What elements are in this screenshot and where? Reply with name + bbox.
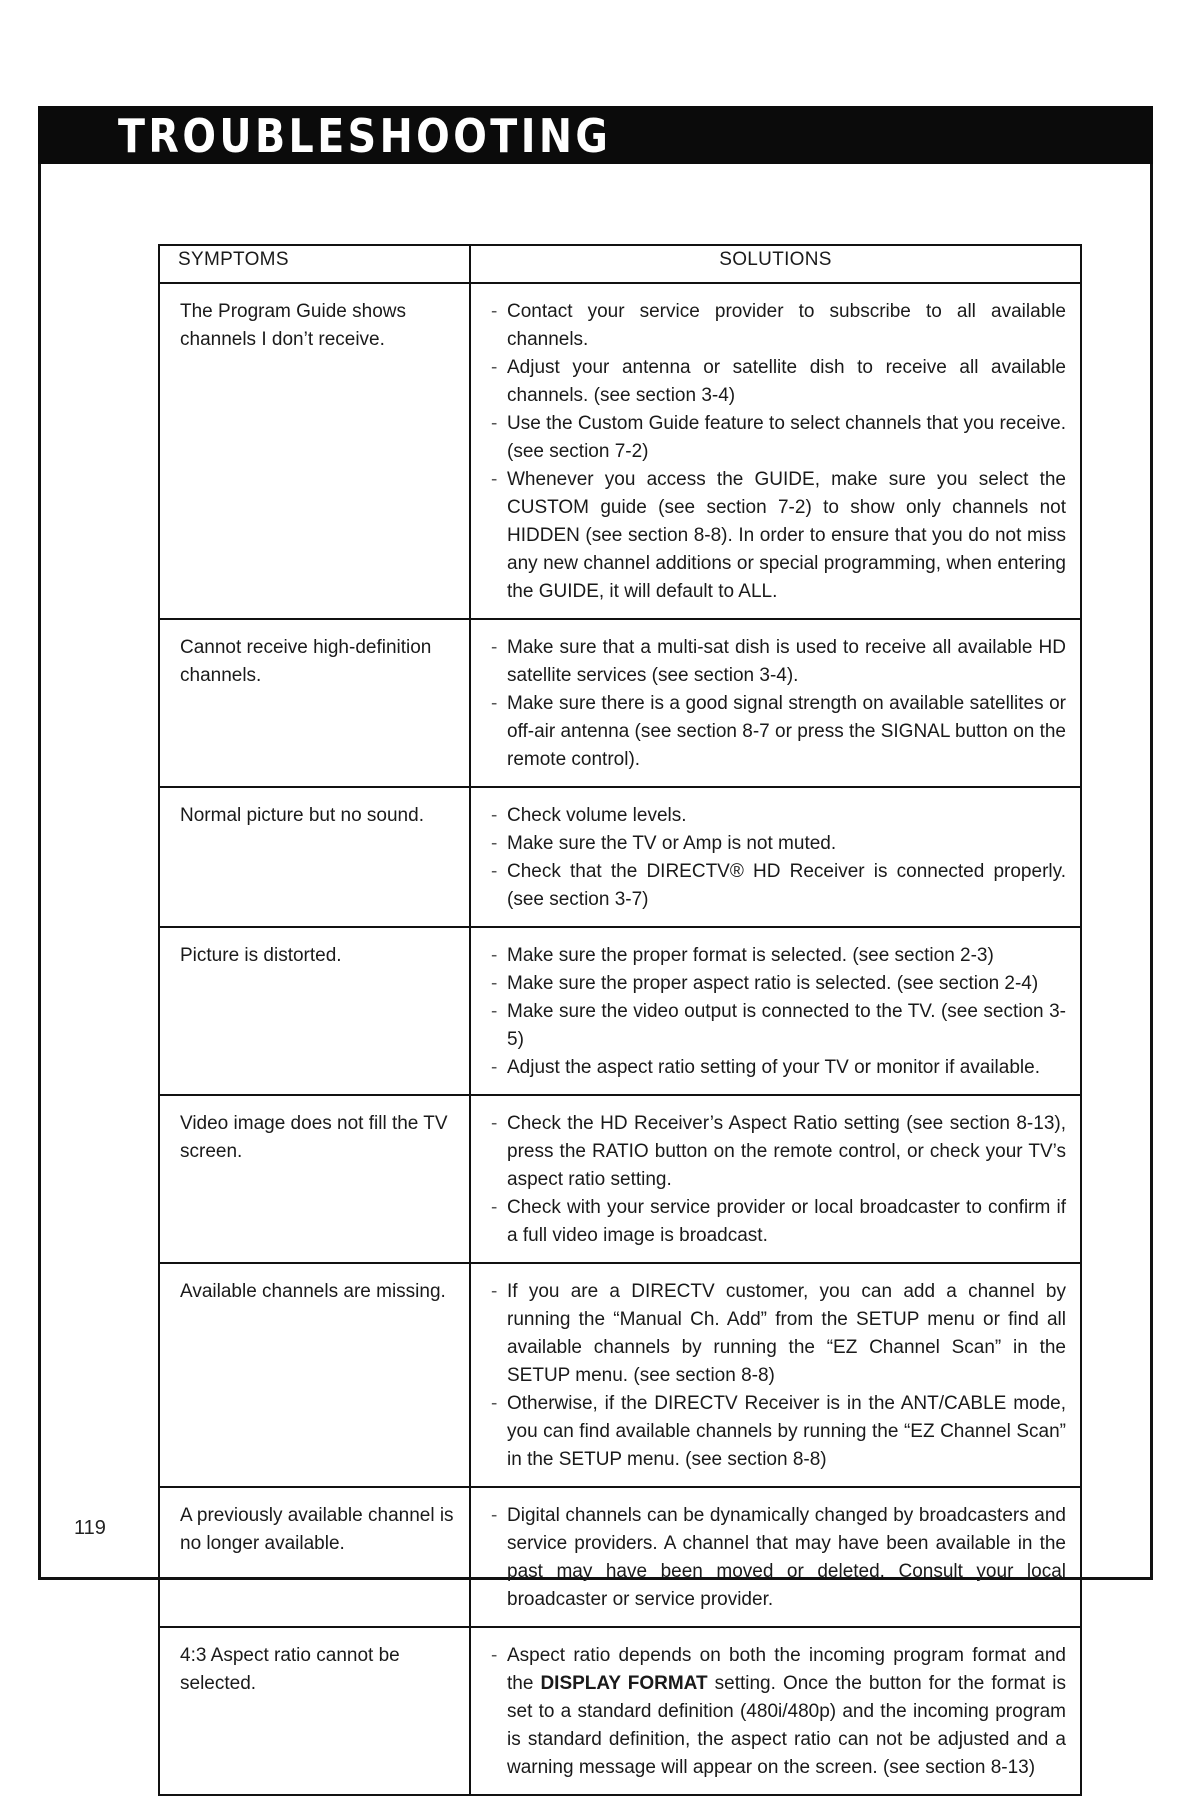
solution-item: - Check the HD Receiver’s Aspect Ratio setting (see section 8-13), press the RATIO button on the remote control, or check your TV’s aspect ratio setting. <box>491 1110 1066 1194</box>
table-header-row <box>159 245 1081 283</box>
solution-item: - Check volume levels. <box>491 802 1066 830</box>
symptom-cell: Video image does not fill the TV screen. <box>159 1095 470 1263</box>
symptom-cell: Cannot receive high-definition channels. <box>159 619 470 787</box>
solution-item: - Make sure that a multi-sat dish is used to receive all available HD satellite services (see section 3-4). <box>491 634 1066 690</box>
solution-cell <box>470 1263 1081 1487</box>
solution-cell <box>470 1095 1081 1263</box>
display-format-emphasis: DISPLAY FORMAT <box>540 1673 708 1694</box>
solution-text-after: setting. Once the button for the format is set to a standard definition (480i/480p) and the incoming program is standard definition, the aspect ratio can not be adjusted and a warning message will appear on the screen. (see section 8-13) <box>507 1673 1066 1778</box>
table-row <box>159 1263 1081 1487</box>
solution-item: - Make sure the TV or Amp is not muted. <box>491 830 1066 858</box>
solution-cell <box>470 787 1081 927</box>
solution-item: - Adjust the aspect ratio setting of your TV or monitor if available. <box>491 1054 1066 1082</box>
solution-item: - Whenever you access the GUIDE, make sure you select the CUSTOM guide (see section 7-2) to show only channels not HIDDEN (see section 8-8). In order to ensure that you do not miss any new channel additions or special programming, when entering the GUIDE, it will default to ALL. <box>491 466 1066 606</box>
solution-cell <box>470 283 1081 619</box>
table-row <box>159 619 1081 787</box>
troubleshooting-table <box>158 244 1082 1796</box>
solution-item: - If you are a DIRECTV customer, you can add a channel by running the “Manual Ch. Add” from the SETUP menu or find all available channels by running the “EZ Channel Scan” in the SETUP menu. (see section 8-8) <box>491 1278 1066 1390</box>
solution-item <box>491 1642 1066 1782</box>
table-row <box>159 787 1081 927</box>
symptom-cell: Picture is distorted. <box>159 927 470 1095</box>
solution-item: - Adjust your antenna or satellite dish to receive all available channels. (see section 3-4) <box>491 354 1066 410</box>
solution-text-before: Aspect ratio depends on both the incoming program format and the <box>507 1645 1066 1694</box>
page-title: TROUBLESHOOTING <box>118 109 612 163</box>
solution-item: - Check that the DIRECTV® HD Receiver is connected properly. (see section 3-7) <box>491 858 1066 914</box>
table-row <box>159 1627 1081 1795</box>
symptom-cell: A previously available channel is no longer available. <box>159 1487 470 1627</box>
solution-item: - Check with your service provider or local broadcaster to confirm if a full video image is broadcast. <box>491 1194 1066 1250</box>
solution-item: - Make sure the proper aspect ratio is selected. (see section 2-4) <box>491 970 1066 998</box>
symptom-cell: The Program Guide shows channels I don’t receive. <box>159 283 470 619</box>
table-row <box>159 283 1081 619</box>
symptoms-header: SYMPTOMS <box>159 245 470 283</box>
solution-cell <box>470 927 1081 1095</box>
solution-item: - Make sure the proper format is selected. (see section 2-3) <box>491 942 1066 970</box>
table-row <box>159 1095 1081 1263</box>
table-row <box>159 1487 1081 1627</box>
solution-item: - Make sure there is a good signal strength on available satellites or off-air antenna (see section 8-7 or press the SIGNAL button on the remote control). <box>491 690 1066 774</box>
page-number: 119 <box>74 1517 106 1539</box>
solution-cell <box>470 1487 1081 1627</box>
table-row <box>159 927 1081 1095</box>
solution-item: - Use the Custom Guide feature to select channels that you receive. (see section 7-2) <box>491 410 1066 466</box>
symptom-cell: Available channels are missing. <box>159 1263 470 1487</box>
solution-item: - Otherwise, if the DIRECTV Receiver is in the ANT/CABLE mode, you can find available channels by running the “EZ Channel Scan” in the SETUP menu. (see section 8-8) <box>491 1390 1066 1474</box>
symptom-cell: 4:3 Aspect ratio cannot be selected. <box>159 1627 470 1795</box>
solution-cell <box>470 1627 1081 1795</box>
solution-item: - Digital channels can be dynamically changed by broadcasters and service providers. A channel that may have been available in the past may have been moved or deleted. Consult your local broadcaster or service provider. <box>491 1502 1066 1614</box>
symptom-cell: Normal picture but no sound. <box>159 787 470 927</box>
solutions-header: SOLUTIONS <box>470 245 1081 283</box>
solution-item: - Contact your service provider to subscribe to all available channels. <box>491 298 1066 354</box>
solution-item: - Make sure the video output is connected to the TV. (see section 3-5) <box>491 998 1066 1054</box>
solution-cell <box>470 619 1081 787</box>
